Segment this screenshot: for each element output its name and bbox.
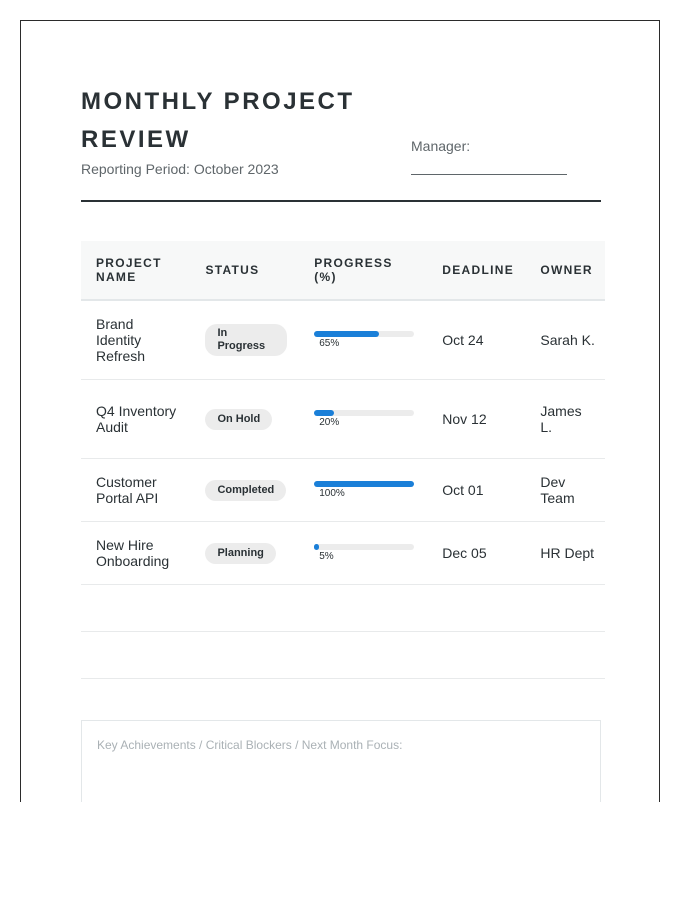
empty-cell — [525, 632, 605, 679]
project-name-cell: Customer Portal API — [81, 459, 191, 522]
owner-cell: Dev Team — [525, 459, 605, 522]
empty-cell — [299, 585, 427, 632]
empty-cell — [191, 632, 299, 679]
report-header — [81, 83, 601, 203]
table-row[interactable] — [81, 522, 605, 585]
empty-cell — [81, 585, 191, 632]
empty-cell — [427, 585, 525, 632]
empty-cell — [191, 585, 299, 632]
deadline-cell: Dec 05 — [427, 522, 525, 585]
progress-fill — [314, 481, 414, 487]
status-cell — [191, 300, 299, 380]
header-status: STATUS — [191, 241, 299, 300]
report-page — [20, 20, 660, 802]
progress-bar — [314, 481, 414, 487]
projects-table — [81, 241, 605, 679]
notes-placeholder: Key Achievements / Critical Blockers / Next Month Focus: — [97, 738, 403, 752]
table-row[interactable] — [81, 459, 605, 522]
header-deadline: DEADLINE — [427, 241, 525, 300]
status-cell — [191, 522, 299, 585]
progress-label: 65% — [319, 337, 340, 349]
status-badge: In Progress — [205, 324, 287, 356]
header-owner: OWNER — [525, 241, 605, 300]
header-project-name — [81, 241, 191, 300]
manager-field — [411, 138, 571, 175]
project-name-cell: Q4 Inventory Audit — [81, 380, 191, 459]
manager-label: Manager: — [411, 138, 471, 154]
progress-fill — [314, 410, 334, 416]
owner-cell: James L. — [525, 380, 605, 459]
progress-bar — [314, 331, 414, 337]
deadline-cell: Oct 01 — [427, 459, 525, 522]
notes-box[interactable] — [81, 720, 601, 802]
status-cell — [191, 459, 299, 522]
progress-bar — [314, 410, 414, 416]
deadline-cell: Nov 12 — [427, 380, 525, 459]
empty-table-row[interactable] — [81, 585, 605, 632]
progress-fill — [314, 544, 319, 550]
manager-signature-line[interactable] — [411, 174, 567, 175]
table-row[interactable] — [81, 300, 605, 380]
progress-fill — [314, 331, 379, 337]
header-progress — [299, 241, 427, 300]
empty-table-row[interactable] — [81, 632, 605, 679]
project-name-cell: Brand Identity Refresh — [81, 300, 191, 380]
progress-label: 100% — [319, 487, 345, 499]
empty-cell — [525, 585, 605, 632]
progress-cell — [299, 300, 427, 380]
owner-cell: HR Dept — [525, 522, 605, 585]
status-badge: On Hold — [205, 409, 272, 430]
header-progress-label: PROGRESS (%) — [314, 256, 393, 284]
empty-cell — [299, 632, 427, 679]
status-badge: Planning — [205, 543, 275, 564]
reporting-period: Reporting Period: October 2023 — [81, 161, 279, 177]
table-header-row — [81, 241, 605, 300]
progress-label: 20% — [319, 416, 340, 428]
progress-bar — [314, 544, 414, 550]
header-project-name-label: PROJECT NAME — [96, 256, 162, 284]
progress-cell — [299, 380, 427, 459]
header-divider — [81, 200, 601, 202]
table-row[interactable] — [81, 380, 605, 459]
owner-cell: Sarah K. — [525, 300, 605, 380]
progress-cell — [299, 459, 427, 522]
status-cell — [191, 380, 299, 459]
progress-label: 5% — [319, 550, 334, 562]
empty-cell — [427, 632, 525, 679]
report-title: MONTHLY PROJECT REVIEW — [81, 88, 355, 153]
project-name-cell: New Hire Onboarding — [81, 522, 191, 585]
empty-cell — [81, 632, 191, 679]
status-badge: Completed — [205, 480, 286, 501]
deadline-cell: Oct 24 — [427, 300, 525, 380]
progress-cell — [299, 522, 427, 585]
